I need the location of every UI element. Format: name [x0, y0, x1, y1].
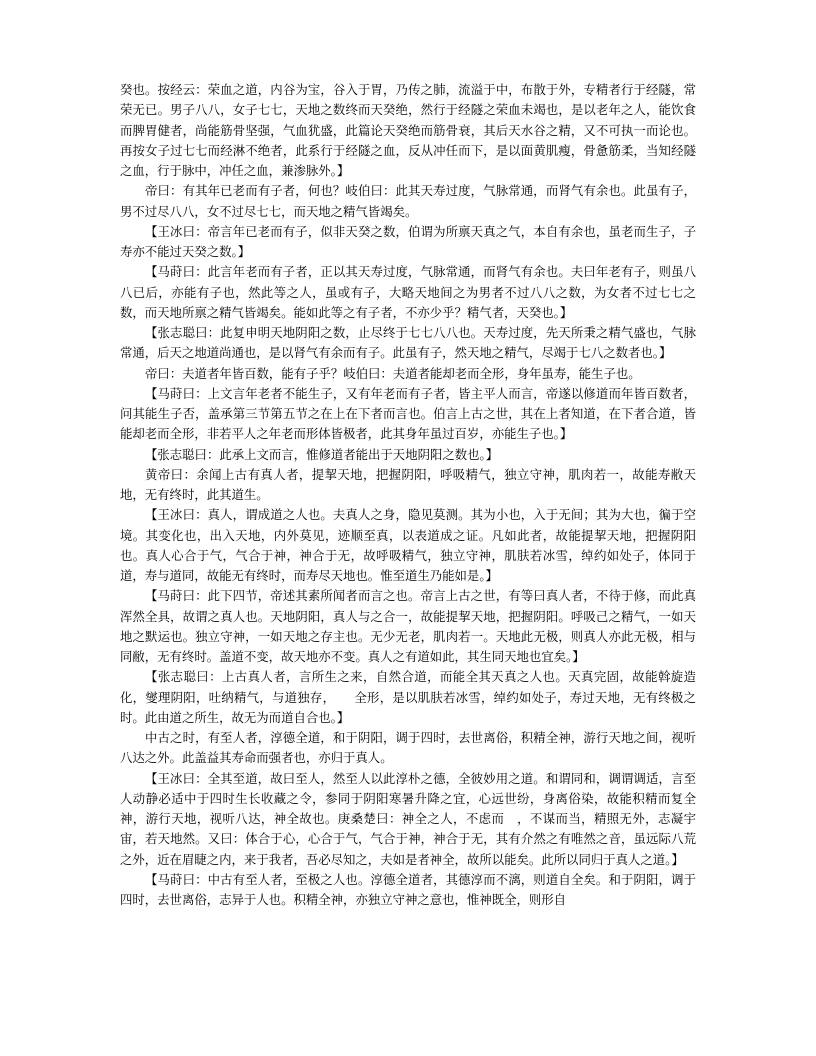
paragraph: 帝曰：夫道者年皆百数，能有子乎？岐伯曰：夫道者能却老而全形，身年虽寿，能生子也。 — [145, 365, 641, 381]
paragraph: 中古之时，有至人者，淳德全道，和于阴阳，调于四时，去世离俗，积精全神，游行天地之间，视听八达之外。此盖益其寿命而强者也，亦归于真人。 — [120, 730, 696, 766]
paragraph: 【马莳曰：上文言年老者不能生子，又有年老而有子者，皆主平人而言，帝遂以修道而年皆百数者，问其能生子否，盖承第三节第五节之在上在下者而言也。伯言上古之世，其在上者知道，在下者合道，皆能却老而全形，非若平人之年老而形体皆极者，此其身年虽过百岁，亦能生子也。】 — [120, 385, 696, 442]
paragraph: 【王冰曰：真人，谓成道之人也。夫真人之身，隐见莫测。其为小也，入于无间；其为大也，徧于空境。其变化也，出入天地，内外莫见，迹顺至真，以表道成之证。凡如此者，故能提挈天地，把握阴阳也。真人心合于气，气合于神，神合于无，故呼吸精气，独立守神，肌肤若冰雪，绰约如处子，体同于道，寿与道同，故能无有终时，而寿尽天地也。惟至道生乃能如是。】 — [120, 507, 696, 583]
document-page — [120, 80, 696, 910]
paragraph: 癸也。按经云：荣血之道，内谷为宝，谷入于胃，乃传之肺，流溢于中，布散于外，专精者行于经隧，常荣无已。男子八八，女子七七，天地之数终而天癸绝，然行于经隧之荣血未竭也，是以老年之人，能饮食而脾胃健者，尚能筋骨坚强，气血犹盛，此篇论天癸绝而筋骨衰，其后天水谷之精，又不可执一而论也。再按女子过七七而经淋不绝者，此系行于经隧之血，反从冲任而下，是以面黄肌瘦，骨惫筋柔，当知经隧之血，行于脉中，冲任之血，兼渗脉外。】 — [120, 82, 696, 178]
paragraph: 黄帝曰：余闻上古有真人者，提挈天地，把握阴阳，呼吸精气，独立守神，肌肉若一，故能寿敝天地，无有终时，此其道生。 — [120, 466, 696, 502]
paragraph: 【张志聪曰：上古真人者，言所生之来，自然合道，而能全其天真之人也。天真完固，故能斡旋造化，燮理阴阳，吐纳精气，与道独存， 全形，是以肌肤若冰雪，绰约如处子，寿过天地，无有终极之时。此由道之所生，故无为而道自合也。】 — [120, 669, 696, 725]
paragraph: 【张志聪曰：此复申明天地阴阳之数，止尽终于七七八八也。天寿过度，先天所秉之精气盛也，气脉常通，后天之地道尚通也，是以肾气有余而有子。此虽有子，然天地之精气，尽竭于七八之数者也。】 — [120, 325, 696, 361]
paragraph: 【马莳曰：此下四节，帝述其素所闻者而言之也。帝言上古之世，有等曰真人者，不待于修，而此真浑然全具，故谓之真人也。天地阴阳，真人与之合一，故能提挈天地，把握阴阳。呼吸己之精气，一如天地之默运也。独立守神，一如天地之存主也。无少无老，肌肉若一。天地此无极，则真人亦此无极，相与同敝，无有终时。盖道不变，故天地亦不变。真人之有道如此，其生同天地也宜矣。】 — [120, 588, 696, 664]
paragraph: 【马莳曰：中古有至人者，至极之人也。淳德全道者，其德淳而不漓，则道自全矣。和于阴阳，调于四时，去世离俗，志异于人也。积精全神，亦独立守神之意也，惟神既全，则形自 — [120, 871, 696, 907]
paragraph: 帝曰：有其年已老而有子者，何也？岐伯曰：此其天寿过度，气脉常通，而肾气有余也。此虽有子，男不过尽八八，女不过尽七七，而天地之精气皆竭矣。 — [120, 183, 696, 219]
paragraph: 【王冰曰：全其至道，故曰至人，然至人以此淳朴之德，全彼妙用之道。和谓同和，调谓调适，言至人动静必适中于四时生长收藏之令，参同于阴阳寒暑升降之宜，心远世纷，身离俗染，故能积精而复全神，游行天地，视听八达，神全故也。庚桑楚曰：神全之人，不虑而 ，不谋而当，精照无外，志凝宇宙，若天地然。又曰：体合于心，心合于气，气合于神，神合于无，其有介然之有唯然之音，虽远际八荒之外，近在眉睫之内，来于我者，吾必尽知之，夫如是者神全，故所以能矣。此所以同归于真人之道。】 — [120, 770, 696, 867]
paragraph: 【张志聪曰：此承上文而言，惟修道者能出于天地阴阳之数也。】 — [145, 446, 499, 462]
paragraph: 【马莳曰：此言年老而有子者，正以其天寿过度，气脉常通，而肾气有余也。夫曰年老有子，则虽八八已后，亦能有子也，然此等之人，虽或有子，大略天地间之为男者不过八八之数，为女者不过七七之数，而天地所禀之精气皆竭矣。能如此等之有子者，不亦少乎？精气者，天癸也。】 — [120, 264, 696, 320]
paragraph: 【王冰曰：帝言年已老而有子，似非天癸之数，伯谓为所禀天真之气，本自有余也，虽老而生子，子寿亦不能过天癸之数。】 — [120, 223, 696, 259]
